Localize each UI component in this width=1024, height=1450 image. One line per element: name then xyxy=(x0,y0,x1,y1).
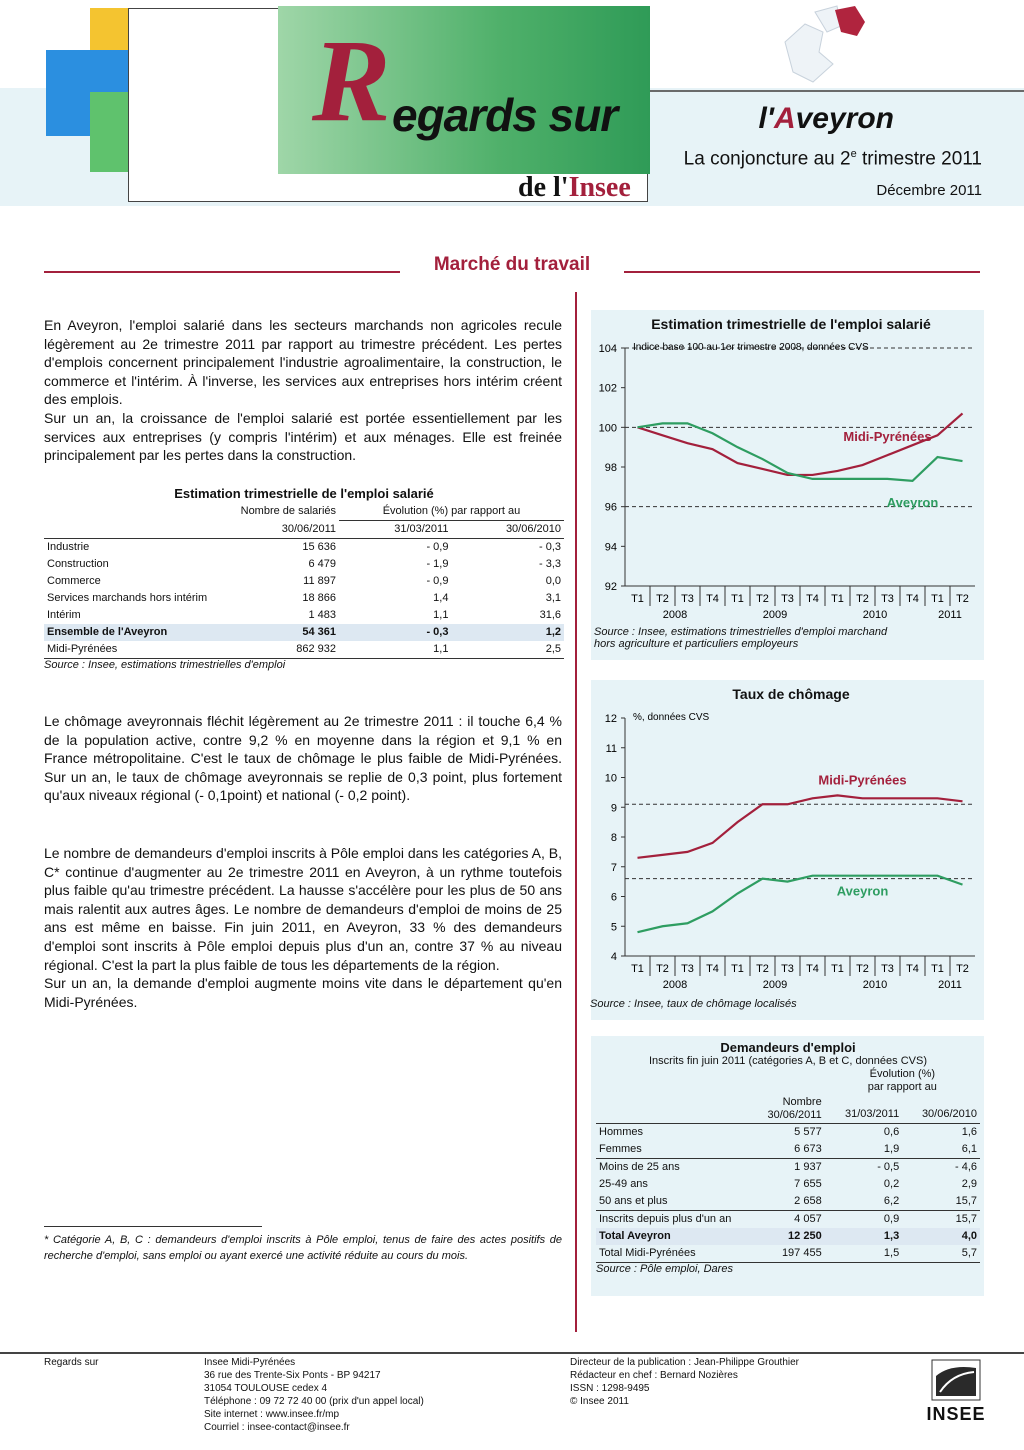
department-name: l'Aveyron xyxy=(758,102,894,135)
chart-subtitle: %, données CVS xyxy=(633,712,710,723)
footer-line: Site internet : www.insee.fr/mp xyxy=(204,1409,340,1420)
jobseekers-cell-n: 6 673 xyxy=(794,1143,822,1155)
section-rule-right xyxy=(624,271,980,273)
jobseekers-cell-e1: 1,5 xyxy=(883,1247,900,1259)
jobseekers-cell-e2: 1,6 xyxy=(961,1126,977,1138)
employment-cell-e2: 1,2 xyxy=(451,624,564,641)
employment-row xyxy=(44,624,564,641)
series-line-aveyron xyxy=(638,876,963,933)
y-tick-label: 7 xyxy=(610,861,617,874)
jobseekers-row xyxy=(596,1141,980,1159)
insee-logo-icon xyxy=(930,1358,982,1402)
jobseekers-row xyxy=(596,1159,980,1177)
footnote-rule xyxy=(44,1226,262,1227)
jobseekers-cell-label: Inscrits depuis plus d'un an xyxy=(599,1213,732,1225)
chart2-source: Source : Insee, taux de chômage localisés xyxy=(590,998,797,1010)
chart1-source: Source : Insee, estimations trimestrielles d'emploi marchand hors agriculture et particuliers employeurs xyxy=(594,626,888,650)
footer-publication: Regards sur xyxy=(44,1357,99,1368)
employment-cell-n: 15 636 xyxy=(302,541,336,553)
x-tick-label: T2 xyxy=(956,593,969,605)
employment-row xyxy=(44,539,564,557)
jobseekers-cell-n: 5 577 xyxy=(794,1126,822,1138)
employment-cell-e1: - 1,9 xyxy=(426,558,449,570)
year-label: 2009 xyxy=(762,609,788,621)
jobseekers-table-source: Source : Pôle emploi, Dares xyxy=(596,1262,980,1275)
employment-row xyxy=(44,607,564,624)
series-label: Aveyron xyxy=(886,494,939,510)
employment-cell-n: 18 866 xyxy=(302,592,336,604)
y-tick-label: 12 xyxy=(604,713,617,725)
footer-line: Directeur de la publication : Jean-Philippe Grouthier xyxy=(570,1357,800,1368)
jobseekers-cell-e2: 2,9 xyxy=(961,1178,977,1190)
col-head-salaries: Nombre de salariés xyxy=(240,505,336,518)
jobseekers-table xyxy=(596,1040,980,1275)
jobseekers-cell-n: 2 658 xyxy=(794,1195,822,1207)
y-tick-label: 6 xyxy=(610,891,617,904)
jobseekers-table-title: Demandeurs d'emploi xyxy=(720,1040,856,1055)
y-tick-label: 5 xyxy=(610,921,617,934)
jobseekers-cell-e1: 0,2 xyxy=(883,1178,900,1190)
series-label: Midi-Pyrénées xyxy=(818,772,907,788)
chart-subtitle: Indice base 100 au 1er trimestre 2008, données CVS xyxy=(633,342,869,353)
employment-table-source: Source : Insee, estimations trimestrielles d'emploi xyxy=(44,658,564,671)
jobseekers-cell-n: 1 937 xyxy=(794,1161,822,1173)
jobseekers-row xyxy=(596,1176,980,1193)
y-tick-label: 9 xyxy=(610,802,617,815)
logo-title: egards sur xyxy=(392,89,618,141)
employment-cell-n: 6 479 xyxy=(308,558,336,570)
employment-cell-label: Midi-Pyrénées xyxy=(47,643,118,655)
employment-cell-n: 54 361 xyxy=(238,624,339,641)
footer-address xyxy=(204,1356,424,1434)
footnote: * Catégorie A, B, C : demandeurs d'emploi inscrits à Pôle emploi, tenus de faire des actes positifs de recherche d'emploi, sans emploi ou ayant exercé une activité réduite au cours du mois. xyxy=(44,1234,562,1262)
paragraph-unemployment: Le chômage aveyronnais fléchit légèrement au 2e trimestre 2011 : il touche 6,4 % de la population active, contre 9,2 % en moyenne dans la région et 9,1 % en France métropolitaine. C'est le taux de chômage le plus faible de Midi-Pyrénées. Sur un an, le taux de chômage aveyronnais se replie de 0,3 point, plus fortement qu'aux niveaux régional (- 0,1point) et national (- 0,2 point). xyxy=(44,713,562,804)
employment-cell-n: 11 897 xyxy=(303,575,336,587)
employment-cell-label: Commerce xyxy=(47,575,101,587)
chart1-title: Estimation trimestrielle de l'emploi salarié xyxy=(651,316,931,332)
x-tick-label: T4 xyxy=(906,593,919,605)
y-tick-label: 104 xyxy=(598,343,617,355)
jobseekers-cell-n: 4 057 xyxy=(794,1213,822,1225)
jobseekers-cell-e1: 1,9 xyxy=(883,1143,900,1155)
employment-cell-e2: 31,6 xyxy=(539,609,561,621)
column-divider xyxy=(575,292,577,1332)
x-tick-label: T2 xyxy=(856,963,869,975)
x-tick-label: T2 xyxy=(656,593,669,605)
year-label: 2009 xyxy=(762,979,788,991)
conjoncture-title: La conjoncture au 2e trimestre 2011 xyxy=(683,148,982,170)
year-label: 2011 xyxy=(938,979,962,991)
y-tick-label: 102 xyxy=(598,382,617,395)
x-tick-label: T3 xyxy=(781,593,794,605)
employment-cell-n: 862 932 xyxy=(296,643,336,655)
employment-cell-label: Services marchands hors intérim xyxy=(47,592,208,604)
employment-cell-e2: 3,1 xyxy=(545,592,561,604)
x-tick-label: T3 xyxy=(781,963,794,975)
jobseekers-cell-e1: 6,2 xyxy=(883,1195,900,1207)
employment-cell-label: Industrie xyxy=(47,541,90,553)
employment-table xyxy=(44,486,564,671)
logo-insee: de l'Insee xyxy=(518,172,631,203)
jobseekers-cell-e2: 15,7 xyxy=(955,1213,977,1225)
employment-row xyxy=(44,590,564,607)
x-tick-label: T1 xyxy=(631,593,644,605)
x-tick-label: T3 xyxy=(881,593,894,605)
col-head-evolution: Évolution (%) par rapport au xyxy=(339,503,564,521)
jobseekers-row xyxy=(596,1211,980,1229)
jobseekers-cell-label: Total Aveyron xyxy=(596,1228,747,1245)
x-tick-label: T4 xyxy=(706,963,719,975)
chart1-employment xyxy=(585,336,985,628)
employment-row xyxy=(44,573,564,590)
section-rule-left xyxy=(44,271,400,273)
x-tick-label: T3 xyxy=(881,963,894,975)
x-tick-label: T2 xyxy=(756,593,769,605)
chart2-unemployment xyxy=(585,706,985,998)
employment-cell-e2: - 0,3 xyxy=(538,541,561,553)
x-tick-label: T1 xyxy=(731,593,744,605)
y-tick-label: 100 xyxy=(598,422,617,435)
jobseekers-row xyxy=(596,1193,980,1211)
jobseekers-col-head-number: Nombre 30/06/2011 xyxy=(767,1096,822,1121)
region-map-icon xyxy=(775,2,875,88)
col-sub-date3: 30/06/2010 xyxy=(505,523,561,535)
footer-line: Courriel : insee-contact@insee.fr xyxy=(204,1422,350,1433)
jobseekers-cell-n: 197 455 xyxy=(781,1247,822,1259)
x-tick-label: T1 xyxy=(931,963,944,975)
y-tick-label: 11 xyxy=(605,742,617,755)
x-tick-label: T4 xyxy=(706,593,719,605)
x-tick-label: T4 xyxy=(906,963,919,975)
x-tick-label: T1 xyxy=(931,593,944,605)
x-tick-label: T3 xyxy=(681,963,694,975)
footer-rule xyxy=(0,1352,1024,1354)
jobseekers-cell-e1: 1,3 xyxy=(825,1228,903,1245)
year-label: 2011 xyxy=(938,609,962,621)
employment-cell-n: 1 483 xyxy=(308,609,336,621)
employment-table-title: Estimation trimestrielle de l'emploi salarié xyxy=(174,486,434,501)
footer-line: ISSN : 1298-9495 xyxy=(570,1383,650,1394)
jobseekers-cell-e2: 6,1 xyxy=(961,1143,977,1155)
year-label: 2010 xyxy=(862,979,888,991)
year-label: 2008 xyxy=(662,979,688,991)
x-tick-label: T4 xyxy=(806,963,819,975)
footer-line: 31054 TOULOUSE cedex 4 xyxy=(204,1383,328,1394)
section-title: Marché du travail xyxy=(433,254,591,275)
jobseekers-cell-n: 12 250 xyxy=(747,1228,825,1245)
col-sub-date2: 31/03/2011 xyxy=(394,523,449,535)
jobseekers-cell-e1: 0,6 xyxy=(883,1126,900,1138)
jobseekers-cell-n: 7 655 xyxy=(794,1178,822,1190)
y-tick-label: 8 xyxy=(610,832,617,844)
employment-cell-label: Ensemble de l'Aveyron xyxy=(44,624,238,641)
year-label: 2010 xyxy=(862,609,888,621)
jobseekers-col-head-evolution: Évolution (%) par rapport au xyxy=(867,1068,937,1093)
jobseekers-cell-label: 25-49 ans xyxy=(599,1178,648,1190)
jobseekers-cell-label: Femmes xyxy=(599,1143,642,1155)
jobseekers-col-sub3: 30/06/2010 xyxy=(921,1108,977,1120)
employment-cell-e1: 1,1 xyxy=(433,609,449,621)
x-tick-label: T1 xyxy=(831,963,844,975)
y-tick-label: 98 xyxy=(604,462,617,474)
employment-cell-e1: - 0,9 xyxy=(426,575,449,587)
x-tick-label: T3 xyxy=(681,593,694,605)
footer-line: 36 rue des Trente-Six Ponts - BP 94217 xyxy=(204,1370,381,1381)
employment-cell-e1: - 0,3 xyxy=(339,624,451,641)
footer-line: Téléphone : 09 72 72 40 00 (prix d'un appel local) xyxy=(204,1396,424,1407)
x-tick-label: T2 xyxy=(956,963,969,975)
jobseekers-cell-label: Hommes xyxy=(599,1126,644,1138)
employment-row xyxy=(44,556,564,573)
employment-cell-e2: 0,0 xyxy=(545,575,561,587)
jobseekers-row xyxy=(596,1228,980,1245)
paragraph-jobseekers: Le nombre de demandeurs d'emploi inscrits à Pôle emploi dans les catégories A, B, C* continue d'augmenter au 2e trimestre 2011 en Aveyron, à un rythme toutefois plus faible qu'au trimestre précédent. La hausse s'accélère pour les plus de 50 ans mais ralentit aux autres âges. Le nombre de demandeurs d'emploi de moins de 25 ans est même en baisse. Fin juin 2011, en Aveyron, 33 % des demandeurs d'emploi sont inscrits à Pôle emploi depuis plus d'un an, contre 37 % au niveau régional. C'est la part la plus faible de tous les départements de la région. Sur un an, la demande d'emploi augmente moins vite dans le département qu'en Midi-Pyrénées. xyxy=(44,845,562,1010)
employment-cell-label: Construction xyxy=(47,558,109,570)
footer-line: © Insee 2011 xyxy=(570,1396,629,1407)
y-tick-label: 94 xyxy=(604,541,617,554)
logo-letter-r: R xyxy=(312,15,391,146)
series-label: Aveyron xyxy=(836,883,889,899)
employment-cell-e1: - 0,9 xyxy=(426,541,449,553)
employment-cell-label: Intérim xyxy=(47,609,81,621)
jobseekers-cell-e1: 0,9 xyxy=(883,1213,900,1225)
col-sub-date1: 30/06/2011 xyxy=(281,522,336,535)
publication-date: Décembre 2011 xyxy=(876,182,982,199)
footer-line: Rédacteur en chef : Bernard Nozières xyxy=(570,1370,738,1381)
y-tick-label: 96 xyxy=(604,501,617,514)
x-tick-label: T1 xyxy=(631,963,644,975)
jobseekers-row xyxy=(596,1245,980,1262)
chart2-title: Taux de chômage xyxy=(732,686,850,702)
y-tick-label: 92 xyxy=(604,581,617,593)
employment-cell-e1: 1,1 xyxy=(433,643,449,655)
employment-cell-e2: 2,5 xyxy=(545,643,561,655)
jobseekers-cell-label: Moins de 25 ans xyxy=(599,1161,680,1173)
jobseekers-cell-e2: 4,0 xyxy=(902,1228,980,1245)
insee-logo-text: INSEE xyxy=(926,1404,986,1424)
jobseekers-cell-label: 50 ans et plus xyxy=(599,1195,668,1207)
x-tick-label: T4 xyxy=(806,593,819,605)
jobseekers-table-subtitle: Inscrits fin juin 2011 (catégories A, B et C, données CVS) xyxy=(649,1055,927,1067)
employment-row xyxy=(44,641,564,658)
jobseekers-cell-e2: 5,7 xyxy=(961,1247,977,1259)
x-tick-label: T2 xyxy=(656,963,669,975)
y-tick-label: 4 xyxy=(610,951,617,963)
jobseekers-col-sub2: 31/03/2011 xyxy=(844,1108,900,1120)
x-tick-label: T1 xyxy=(731,963,744,975)
jobseekers-cell-label: Total Midi-Pyrénées xyxy=(599,1247,696,1259)
footer-line: Insee Midi-Pyrénées xyxy=(204,1357,296,1368)
employment-cell-e2: - 3,3 xyxy=(538,558,561,570)
jobseekers-cell-e2: 15,7 xyxy=(955,1195,977,1207)
year-label: 2008 xyxy=(662,609,688,621)
employment-cell-e1: 1,4 xyxy=(433,592,449,604)
jobseekers-row xyxy=(596,1124,980,1142)
paragraph-employment: En Aveyron, l'emploi salarié dans les secteurs marchands non agricoles recule légèrement au 2e trimestre 2011 par rapport au trimestre précédent. Les pertes d'emplois concernent principalement l'industrie agroalimentaire, la construction, le commerce et l'intérim. À l'inverse, les services aux entreprises hors intérim créent des emplois. Sur un an, la croissance de l'emploi salarié est portée essentiellement par les services aux entreprises (y compris l'intérim) et aux ménages. Elle est freinée principalement par les pertes dans la construction. xyxy=(44,317,562,464)
series-label: Midi-Pyrénées xyxy=(843,429,932,445)
x-tick-label: T1 xyxy=(831,593,844,605)
x-tick-label: T2 xyxy=(756,963,769,975)
jobseekers-cell-e2: - 4,6 xyxy=(954,1161,977,1173)
footer-credits xyxy=(570,1356,799,1408)
x-tick-label: T2 xyxy=(856,593,869,605)
y-tick-label: 10 xyxy=(604,772,617,785)
jobseekers-cell-e1: - 0,5 xyxy=(877,1161,900,1173)
